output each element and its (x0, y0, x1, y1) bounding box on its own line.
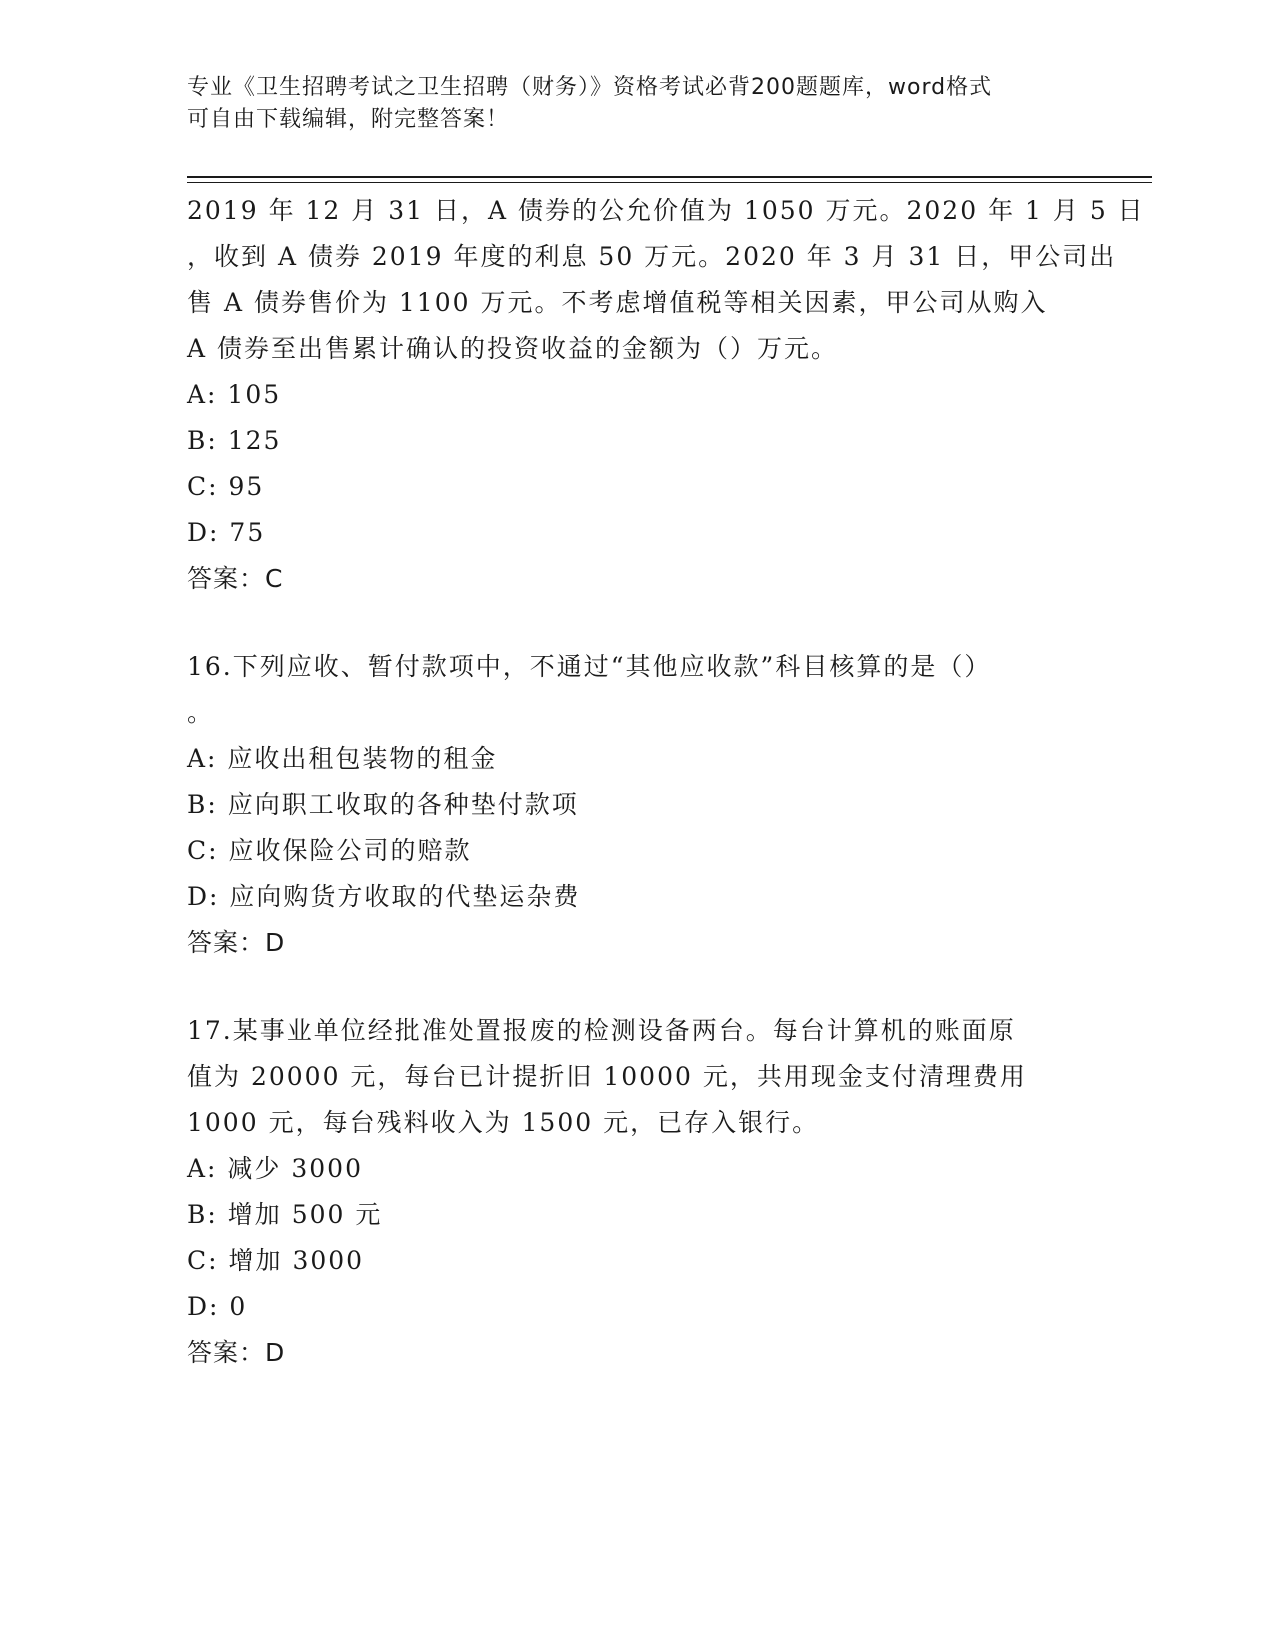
option-c: C: 增加 3000 (187, 1246, 365, 1275)
question-list (187, 188, 1145, 1376)
answer: 答案：D (187, 1338, 286, 1367)
option-d: D: 0 (187, 1292, 248, 1321)
option-a: A: 应收出租包装物的租金 (187, 744, 498, 773)
question-17 (187, 1008, 1087, 1376)
option-d: D: 75 (187, 518, 266, 547)
option-b: B: 125 (187, 426, 282, 455)
option-d: D: 应向购货方收取的代垫运杂费 (187, 882, 581, 911)
question-stem-line: 值为 20000 元，每台已计提折旧 10000 元，共用现金支付清理费用 (187, 1062, 1027, 1091)
option-b: B: 增加 500 元 (187, 1200, 383, 1229)
question-stem-line: A 债券至出售累计确认的投资收益的金额为（）万元。 (187, 334, 839, 363)
spacer (187, 602, 1087, 644)
question-stem-line: 售 A 债券售价为 1100 万元。不考虑增值税等相关因素，甲公司从购入 (187, 288, 1048, 317)
option-a: A: 105 (187, 380, 282, 409)
option-a: A: 减少 3000 (187, 1154, 363, 1183)
question-stem-line: 。 (187, 698, 215, 727)
header-line-1: 专业《卫生招聘考试之卫生招聘（财务）》资格考试必背200题题库，word格式 (187, 75, 993, 100)
header-line-2: 可自由下载编辑，附完整答案！ (187, 107, 510, 132)
option-c: C: 95 (187, 472, 265, 501)
question-stem-line: 16.下列应收、暂付款项中，不通过“其他应收款”科目核算的是（） (187, 652, 992, 681)
question-15 (187, 188, 1145, 602)
question-stem-line: 2019 年 12 月 31 日，A 债券的公允价值为 1050 万元。2020 年 1 月 5 日 (187, 196, 1145, 225)
question-stem-line: ，收到 A 债券 2019 年度的利息 50 万元。2020 年 3 月 31 日，甲公司出 (187, 242, 1117, 271)
header-divider-thin (187, 182, 1152, 183)
header-divider-thick (187, 176, 1152, 178)
answer: 答案：D (187, 928, 286, 957)
question-stem-line: 17.某事业单位经批准处置报废的检测设备两台。每台计算机的账面原 (187, 1016, 1016, 1045)
question-stem-line: 1000 元，每台残料收入为 1500 元，已存入银行。 (187, 1108, 820, 1137)
document-header (187, 72, 1067, 136)
option-c: C: 应收保险公司的赔款 (187, 836, 472, 865)
answer: 答案：C (187, 564, 284, 593)
question-16 (187, 644, 1087, 966)
spacer (187, 966, 1087, 1008)
option-b: B: 应向职工收取的各种垫付款项 (187, 790, 579, 819)
